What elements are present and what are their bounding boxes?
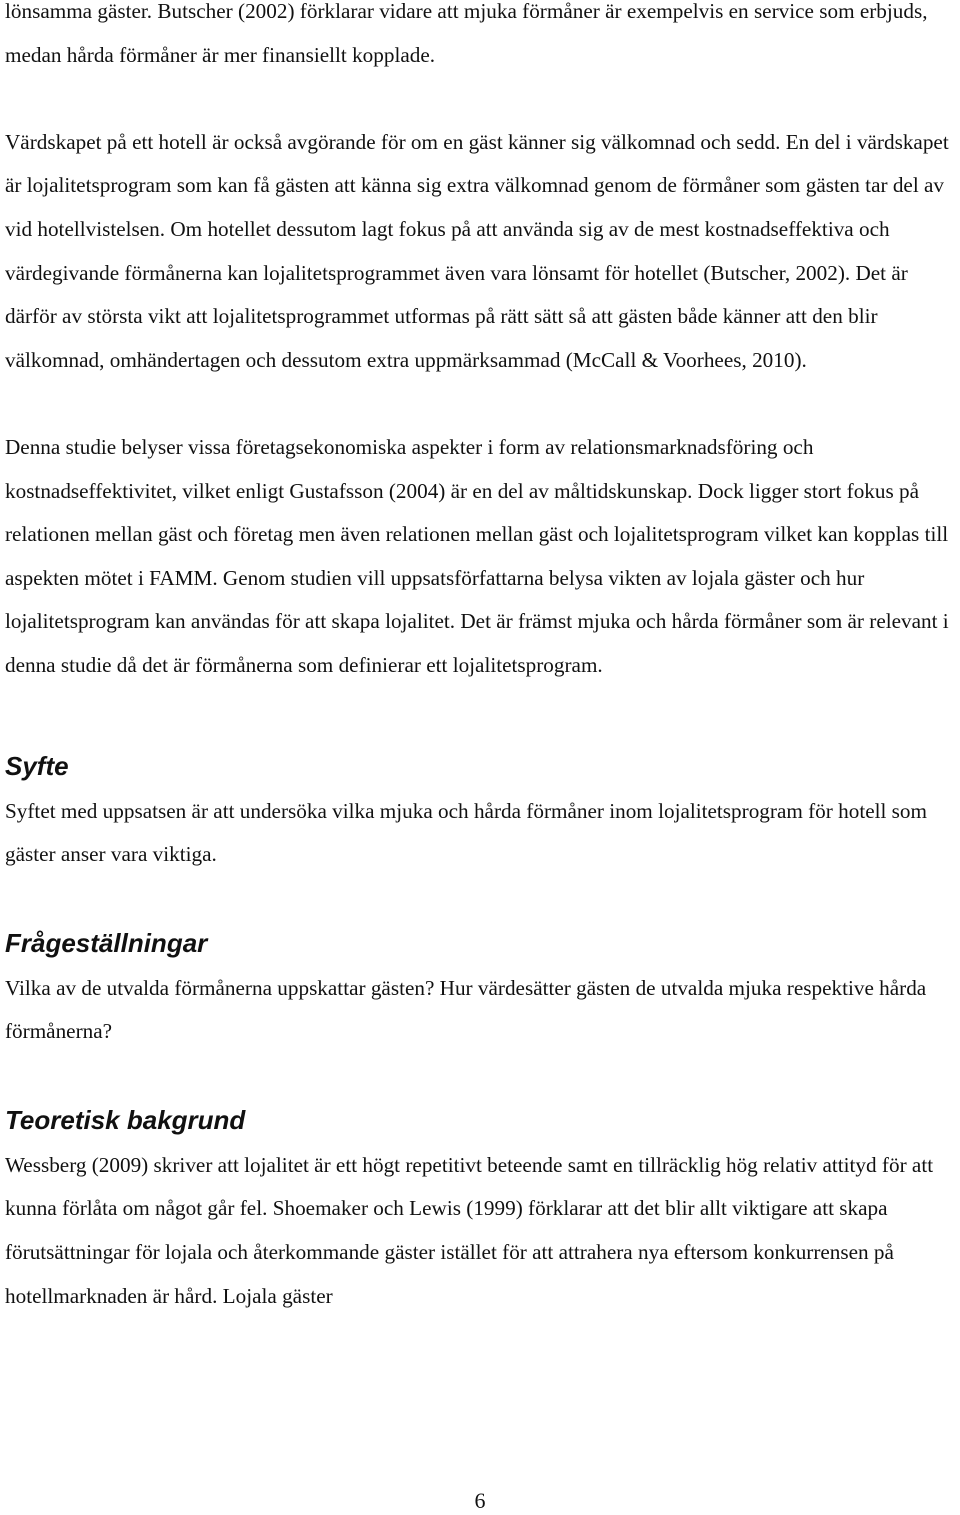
paragraph-studie: Denna studie belyser vissa företagsekonomiska aspekter i form av relationsmarknadsföring och kostnadseffektivitet, vilket enligt Gustafsson (2004) är en del av måltidskunskap. Dock ligger stort fokus på relationen mellan gäst och företag men även relationen mellan gäst och lojalitetsprogram vilket kan kopplas till aspekten mötet i FAMM. Genom studien vill uppsatsförfattarna belysa vikten av lojala gäster och hur lojalitetsprogram kan användas för att skapa lojalitet. Det är främst mjuka och hårda förmåner som är relevant i denna studie då det är förmånerna som definierar ett lojalitetsprogram. xyxy=(5,434,949,677)
heading-syfte: Syfte xyxy=(5,750,69,781)
page-body xyxy=(5,0,958,1318)
paragraph-syfte: Syftet med uppsatsen är att undersöka vilka mjuka och hårda förmåner inom lojalitetsprogram för hotell som gäster anser vara viktiga. xyxy=(5,798,927,867)
heading-teoretisk-bakgrund: Teoretisk bakgrund xyxy=(5,1104,246,1135)
page-number: 6 xyxy=(474,1488,486,1513)
paragraph-fragestallningar: Vilka av de utvalda förmånerna uppskattar gästen? Hur värdesätter gästen de utvalda mjuka respektive hårda förmånerna? xyxy=(5,975,927,1044)
paragraph-spacer xyxy=(5,77,958,121)
paragraph-vardskap: Värdskapet på ett hotell är också avgörande för om en gäst känner sig välkomnad och sedd. En del i värdskapet är lojalitetsprogram som kan få gästen att känna sig extra välkomnad genom de förmåner som gästen tar del av vid hotellvistelsen. Om hotellet dessutom lagt fokus på att använda sig av de mest kostnadseffektiva och värdegivande förmånerna kan lojalitetsprogrammet även vara lönsamt för hotellet (Butscher, 2002). Det är därför av största vikt att lojalitetsprogrammet utformas på rätt sätt så att gästen både känner att den blir välkomnad, omhändertagen och dessutom extra uppmärksammad (McCall & Voorhees, 2010). xyxy=(5,129,949,372)
paragraph-spacer xyxy=(5,382,958,426)
paragraph-intro-continued: lönsamma gäster. Butscher (2002) förklarar vidare att mjuka förmåner är exempelvis en service som erbjuds, medan hårda förmåner är mer finansiellt kopplade. xyxy=(5,0,928,67)
paragraph-teoretisk-bakgrund: Wessberg (2009) skriver att lojalitet är ett högt repetitivt beteende samt en tillräcklig hög relativ attityd för att kunna förlåta om något går fel. Shoemaker och Lewis (1999) förklarar att det blir allt viktigare att skapa förutsättningar för lojala och återkommande gäster istället för att attrahera nya eftersom konkurrensen på hotellmarknaden är hård. Lojala gäster xyxy=(5,1152,934,1308)
heading-fragestallningar: Frågeställningar xyxy=(5,927,208,958)
